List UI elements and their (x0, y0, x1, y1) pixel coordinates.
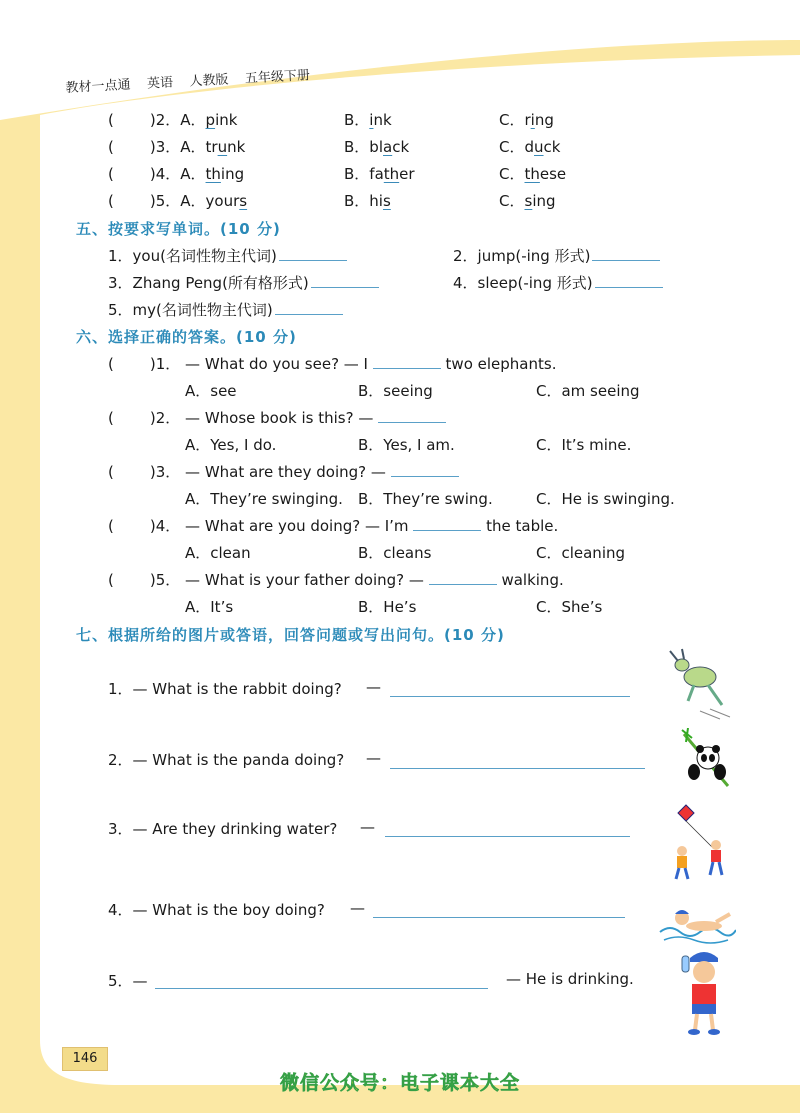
header-grade: 五年级下册 (244, 68, 311, 87)
answer-blank[interactable] (429, 584, 497, 585)
answer-blank[interactable] (373, 368, 441, 369)
option-b: B．black (344, 138, 410, 156)
page-number: 146 (62, 1047, 108, 1071)
part4-row: ( )4．A．thing (108, 165, 245, 183)
question-stem: ( )2． — Whose book is this? — (108, 407, 446, 428)
children-flying-kite-picture (664, 801, 734, 883)
option-b: B．seeing (358, 382, 433, 400)
boy-swimming-picture (658, 900, 736, 946)
answer-blank[interactable] (378, 422, 446, 423)
question-stem: ( )3． — What are they doing? — (108, 461, 459, 482)
option-c: C．these (499, 165, 567, 183)
question-stem: ( )4． — What are you doing? — I’m the table. (108, 517, 559, 535)
list-item: 4．sleep(-ing 形式) (453, 272, 663, 293)
header-subject: 英语 (146, 75, 174, 92)
option-c: C．cleaning (536, 544, 626, 562)
panda-climbing-picture (680, 728, 732, 790)
option-c: C．duck (499, 138, 561, 156)
section-title: 七、根据所给的图片或答语，回答问题或写出问句。(10 分) (76, 626, 505, 644)
option-a: A．Yes, I do. (185, 436, 277, 454)
answer-blank[interactable] (413, 530, 481, 531)
answer-blank[interactable] (391, 476, 459, 477)
list-item: 2．jump(-ing 形式) (453, 245, 660, 266)
dash: — (366, 749, 381, 767)
option-c: C．am seeing (536, 382, 640, 400)
answer-line[interactable] (385, 836, 630, 837)
part4-row: ( )3．A．trunk (108, 138, 246, 156)
answer-blank[interactable] (311, 287, 379, 288)
option-b: B．He’s (358, 598, 417, 616)
option-b: B．father (344, 165, 415, 183)
option-a: A．clean (185, 544, 251, 562)
list-item: 5．my(名词性物主代词) (108, 299, 343, 320)
option-b: B．cleans (358, 544, 432, 562)
list-item: 1．you(名词性物主代词) (108, 245, 347, 266)
answer-text: — He is drinking. (506, 970, 634, 988)
question-text: 3．— Are they drinking water? (108, 820, 338, 838)
question-text: 2．— What is the panda doing? (108, 751, 345, 769)
header-book: 教材一点通 (65, 77, 131, 96)
answer-line[interactable] (390, 696, 630, 697)
footer-watermark: 微信公众号：电子课本大全 (279, 1072, 520, 1094)
option-c: C．She’s (536, 598, 603, 616)
question-text: 5．— (108, 972, 148, 990)
option-c: C．sing (499, 192, 556, 210)
question-text: 1．— What is the rabbit doing? (108, 680, 342, 698)
answer-line[interactable] (373, 917, 625, 918)
option-c: C．It’s mine. (536, 436, 632, 454)
dash: — (360, 818, 375, 836)
section-title: 六、选择正确的答案。(10 分) (76, 328, 297, 346)
option-b: B．Yes, I am. (358, 436, 455, 454)
option-c: C．He is swinging. (536, 490, 675, 508)
section-title: 五、按要求写单词。(10 分) (76, 220, 281, 238)
part4-row: ( )5．A．yours (108, 192, 248, 210)
answer-blank[interactable] (279, 260, 347, 261)
option-b: B．ink (344, 111, 392, 129)
option-b: B．his (344, 192, 391, 210)
answer-line[interactable] (155, 988, 488, 989)
part4-row: ( )2．A．pink (108, 111, 238, 129)
answer-line[interactable] (390, 768, 645, 769)
answer-blank[interactable] (595, 287, 663, 288)
answer-blank[interactable] (275, 314, 343, 315)
option-a: A．They’re swinging. (185, 490, 343, 508)
list-item: 3．Zhang Peng(所有格形式) (108, 272, 379, 293)
option-a: A．It’s (185, 598, 234, 616)
answer-blank[interactable] (592, 260, 660, 261)
rabbit-jumping-picture (660, 647, 735, 722)
option-a: A．see (185, 382, 237, 400)
question-stem: ( )5． — What is your father doing? — walking. (108, 571, 564, 589)
boy-drinking-picture (676, 948, 732, 1038)
option-b: B．They’re swing. (358, 490, 493, 508)
question-stem: ( )1． — What do you see? — I two elephants. (108, 355, 557, 373)
dash: — (350, 899, 365, 917)
header-edition: 人教版 (189, 72, 229, 90)
question-text: 4．— What is the boy doing? (108, 901, 325, 919)
option-c: C．ring (499, 111, 554, 129)
dash: — (366, 678, 381, 696)
